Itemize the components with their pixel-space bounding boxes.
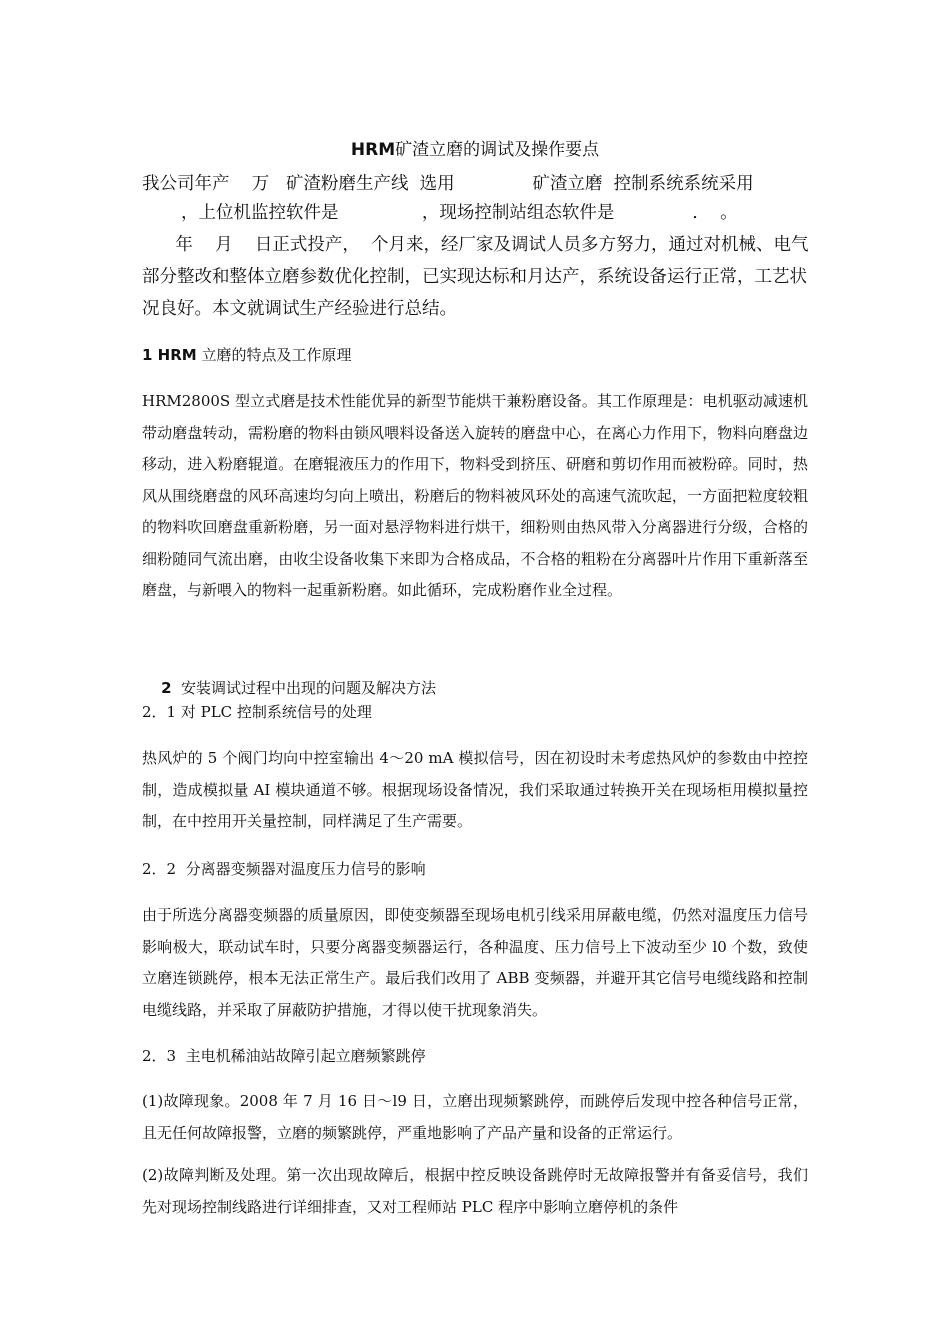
section-2-1-heading: 2．1 对 PLC 控制系统信号的处理 — [142, 703, 372, 721]
section-1-body: HRM2800S 型立式磨是技术性能优异的新型节能烘干兼粉磨设备。其工作原理是：电机驱动减速机带动磨盘转动，需粉磨的物料由锁风喂料设备送入旋转的磨盘中心，在离心力作用下，物料向磨盘边移动，进入粉磨辊道。在磨辊液压力的作用下，物料受到挤压、研磨和剪切作用而被粉碎。同时，热风从围绕磨盘的风环高速均匀向上喷出，粉磨后的物料被风环处的高速气流吹起，一方面把粒度较粗的物料吹回磨盘重新粉磨，另一面对悬浮物料进行烘干，细粉则由热风带入分离器进行分级，合格的细粉随同气流出磨，由收尘设备收集下来即为合格成品，不合格的粗粉在分离器叶片作用下重新落至磨盘，与新喂入的物料一起重新粉磨。如此循环，完成粉磨作业全过程。 — [142, 392, 808, 599]
section-2-1-body: 热风炉的 5 个阀门均向中控室输出 4～20 mA 模拟信号，因在初设时未考虑热风炉的参数由中控控制，造成模拟量 AI 模块通道不够。根据现场设备情况，我们采取通过转换开关在现场柜用模拟量控制，在中控用开关量控制，同样满足了生产需要。 — [142, 749, 808, 830]
title-text: 矿渣立磨的调试及操作要点 — [395, 140, 600, 160]
intro-line-1: 我公司年产 万 矿渣粉磨生产线 选用 矿渣立磨 控制系统系统采用 — [142, 174, 754, 194]
section-2-3-paragraph-1: (1)故障现象。2008 年 7 月 16 日～l9 日，立磨出现频繁跳停，而跳停后发现中控各种信号正常，且无任何故障报警，立磨的频繁跳停，严重地影响了产品产量和设备的正常运行。 — [142, 1092, 808, 1142]
section-1-heading — [142, 344, 812, 366]
document-title — [0, 138, 950, 162]
section-1-number: 1 HRM — [142, 346, 197, 364]
section-2-title: 安装调试过程中出现的问题及解决方法 — [171, 679, 437, 697]
title-bold: HRM — [350, 140, 396, 160]
section-1-title: 立磨的特点及工作原理 — [196, 346, 352, 364]
section-2-2-body: 由于所选分离器变频器的质量原因，即使变频器至现场电机引线采用屏蔽电缆，仍然对温度压力信号影响极大，联动试车时，只要分离器变频器运行，各种温度、压力信号上下波动至少 l0 个数，致使立磨连锁跳停，根本无法正常生产。最后我们改用了 ABB 变频器，并避开其它信号电缆线路和控制电缆线路，并采取了屏蔽防护措施，才得以使干扰现象消失。 — [142, 906, 808, 1019]
intro-line-2: ，上位机监控软件是 ，现场控制站组态软件是 . 。 — [142, 203, 738, 223]
section-2-3-paragraph-2: (2)故障判断及处理。第一次出现故障后，根据中控反映设备跳停时无故障报警并有备妥信号，我们先对现场控制线路进行详细排查，又对工程师站 PLC 程序中影响立磨停机的条件 — [142, 1166, 808, 1216]
section-2-2-heading: 2．2 分离器变频器对温度压力信号的影响 — [142, 860, 426, 878]
section-2-number: 2 — [161, 679, 172, 697]
intro-paragraph: 年 月 日正式投产， 个月来，经厂家及调试人员多方努力，通过对机械、电气部分整改和整体立磨参数优化控制，已实现达标和月达产，系统设备运行正常，工艺状况良好。本文就调试生产经验进行总结。 — [142, 235, 809, 319]
section-2-3-heading: 2．3 主电机稀油站故障引起立磨频繁跳停 — [142, 1047, 426, 1065]
